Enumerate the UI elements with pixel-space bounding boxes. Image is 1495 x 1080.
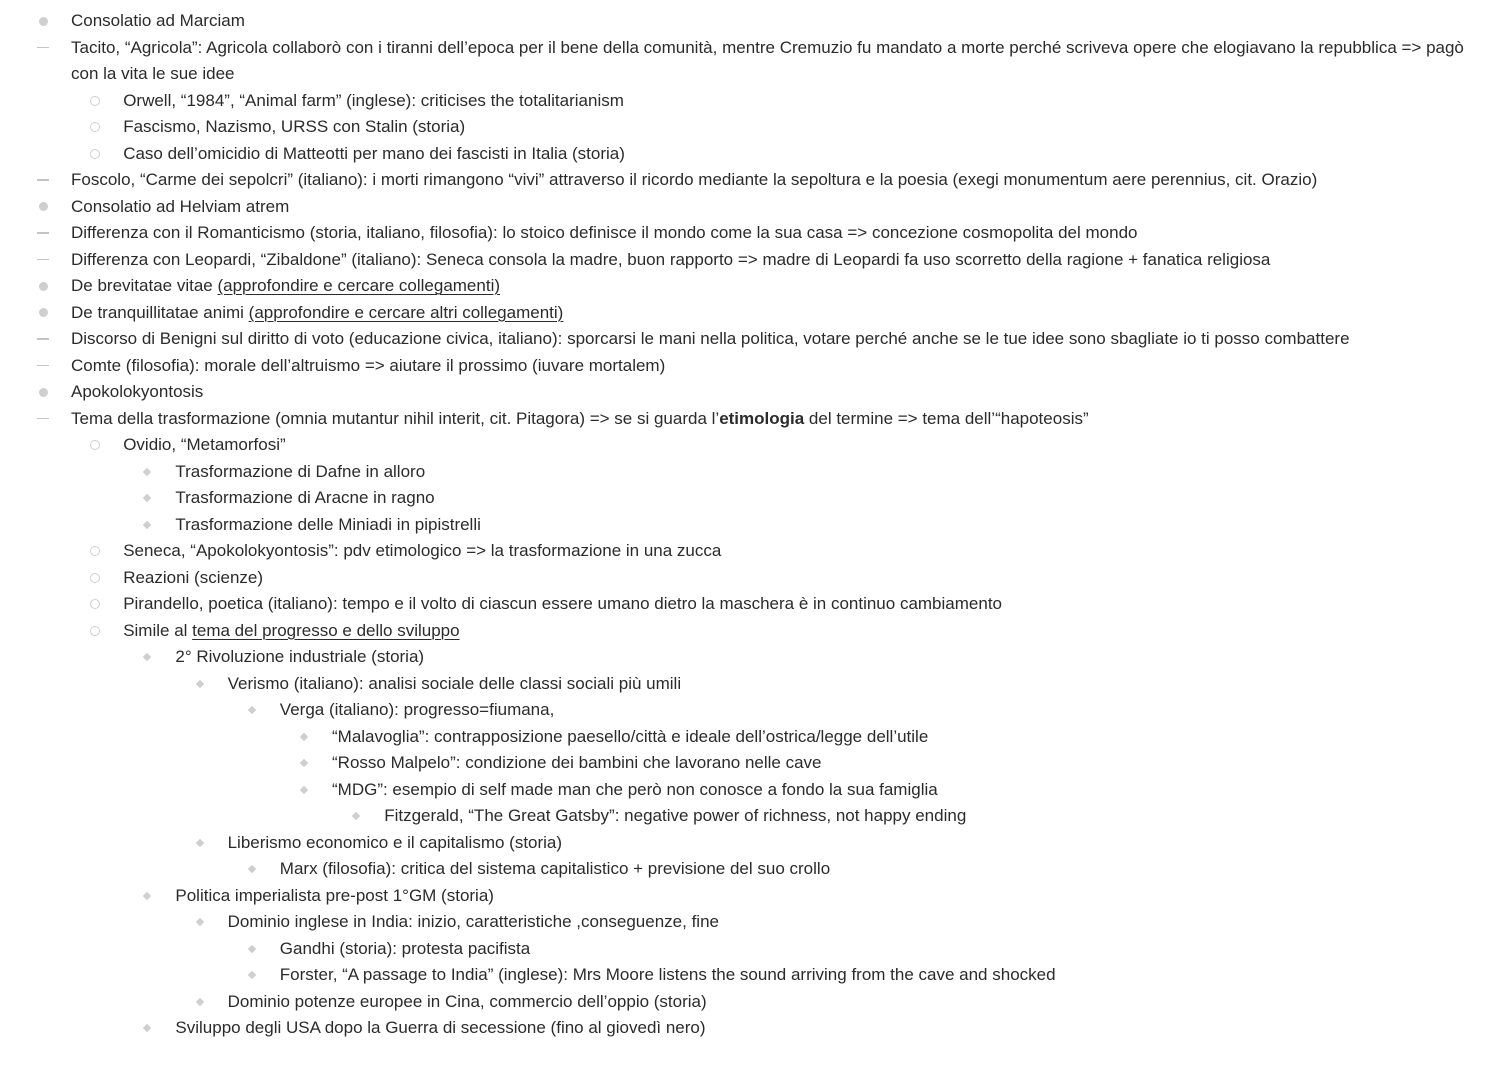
- item-text: Reazioni (scienze): [123, 567, 264, 587]
- item-text: Trasformazione di Aracne in ragno: [175, 488, 435, 507]
- diamond-bullet-icon[interactable]: [137, 512, 157, 538]
- outline-item[interactable]: [0, 591, 1495, 617]
- item-text: Ovidio, “Metamorfosi”: [123, 435, 286, 454]
- diamond-bullet-icon[interactable]: [294, 750, 314, 776]
- diamond-bullet-icon[interactable]: [242, 697, 262, 723]
- outline-item[interactable]: [0, 909, 1495, 935]
- outline-item[interactable]: [0, 856, 1495, 882]
- outline-item-text[interactable]: [384, 803, 1465, 830]
- outline-item[interactable]: [0, 459, 1495, 485]
- outline-item-text[interactable]: [123, 565, 1465, 592]
- outline-item[interactable]: [0, 194, 1495, 220]
- outline-item-text[interactable]: [175, 644, 1465, 671]
- outline-item[interactable]: [0, 353, 1495, 379]
- dash-bullet-icon[interactable]: [33, 326, 53, 352]
- outline-item-text[interactable]: [280, 962, 1465, 989]
- outline-item-text[interactable]: [280, 856, 1465, 883]
- outline-item-text[interactable]: [228, 830, 1465, 857]
- diamond-bullet-icon[interactable]: [137, 485, 157, 511]
- outline-item-text[interactable]: [123, 538, 1465, 565]
- outline-item-text[interactable]: [71, 8, 1465, 35]
- outline-item-text[interactable]: [71, 273, 1465, 300]
- outline-item[interactable]: [0, 88, 1495, 114]
- outline-item-text[interactable]: [123, 591, 1465, 618]
- item-text: Consolatio ad Helviam atrem: [71, 196, 290, 216]
- outline-item-text[interactable]: [228, 989, 1465, 1016]
- outline-item-text[interactable]: [332, 750, 1465, 777]
- outline-item[interactable]: [0, 273, 1495, 299]
- item-text: Foscolo, “Carme dei sepolcri” (italiano): i morti rimangono “vivi” attraverso il ricordo mediante la sepoltura e la poesia (exegi monumentum aere perennius, cit. Orazio): [71, 170, 1318, 189]
- item-text: Fitzgerald, “The Great Gatsby”: negative power of richness, not happy ending: [384, 806, 967, 825]
- outline-item-text[interactable]: [123, 141, 1465, 168]
- dash-bullet-icon[interactable]: [33, 35, 53, 61]
- item-text: Apokolokyontosis: [71, 382, 204, 401]
- outline-item[interactable]: [0, 379, 1495, 405]
- item-text: “Rosso Malpelo”: condizione dei bambini che lavorano nelle cave: [332, 753, 822, 772]
- item-text: Discorso di Benigni sul diritto di voto (educazione civica, italiano): sporcarsi le mani nella politica, votare perché anche se le tue idee sono sbagliate io ti posso combattere: [71, 329, 1350, 348]
- outline-item-text[interactable]: [71, 300, 1465, 327]
- outline-item-text[interactable]: [71, 326, 1465, 353]
- item-text: Pirandello, poetica (italiano): tempo e il volto di ciascun essere umano dietro la maschera è in continuo cambiamento: [123, 594, 1002, 613]
- item-text: De tranquillitatae animi: [71, 302, 249, 322]
- outline-item[interactable]: [0, 485, 1495, 511]
- outline-item[interactable]: [0, 1015, 1495, 1041]
- item-text: Orwell, “1984”, “Animal farm” (inglese): criticises the totalitarianism: [123, 90, 624, 110]
- item-text: Politica imperialista pre-post 1°GM (storia): [175, 885, 494, 905]
- item-text: Trasformazione delle Miniadi in pipistrelli: [175, 514, 481, 534]
- outline-item[interactable]: [0, 247, 1495, 273]
- item-text: Differenza con Leopardi, “Zibaldone” (italiano): Seneca consola la madre, buon rapporto => madre di Leopardi fa uso scorretto della ragione + fanatica religiosa: [71, 249, 1271, 269]
- outline-item-text[interactable]: [71, 353, 1465, 380]
- item-text: Consolatio ad Marciam: [71, 11, 245, 30]
- outline-item-text[interactable]: [228, 671, 1465, 698]
- outline-item[interactable]: [0, 35, 1495, 87]
- outline-item-text[interactable]: [175, 1015, 1465, 1042]
- outline-item-text[interactable]: [71, 406, 1465, 433]
- item-text: Simile al: [123, 620, 193, 640]
- item-text-continued: del termine => tema dell’“hapoteosis”: [804, 408, 1089, 428]
- dot-bullet-icon[interactable]: [33, 8, 53, 34]
- inline-link[interactable]: (approfondire e cercare collegamenti): [217, 276, 501, 295]
- outline-item[interactable]: [0, 697, 1495, 723]
- ring-bullet-icon[interactable]: [85, 618, 105, 644]
- dot-bullet-icon[interactable]: [33, 194, 53, 220]
- outline-item[interactable]: [0, 300, 1495, 326]
- outline-item[interactable]: [0, 512, 1495, 538]
- item-text: Differenza con il Romanticismo (storia, italiano, filosofia): lo stoico definisce il mondo come la sua casa => concezione cosmopolita del mondo: [71, 223, 1138, 242]
- diamond-bullet-icon[interactable]: [190, 671, 210, 697]
- outline-item-text[interactable]: [332, 777, 1465, 804]
- item-text: Verismo (italiano): analisi sociale delle classi sociali più umili: [227, 673, 682, 693]
- bold-term: etimologia: [719, 408, 805, 428]
- outline-item-text[interactable]: [175, 883, 1465, 910]
- outline-item[interactable]: [0, 141, 1495, 167]
- item-text: “MDG”: esempio di self made man che però non conosce a fondo la sua famiglia: [332, 779, 938, 799]
- dash-bullet-icon[interactable]: [33, 220, 53, 246]
- ring-bullet-icon[interactable]: [85, 114, 105, 140]
- outline-item-text[interactable]: [228, 909, 1465, 936]
- outline-item-text[interactable]: [332, 724, 1465, 751]
- ring-bullet-icon[interactable]: [85, 432, 105, 458]
- outline-item-text[interactable]: [175, 512, 1465, 539]
- item-text: Verga (italiano): progresso=fiumana,: [279, 700, 555, 719]
- outline-item[interactable]: [0, 989, 1495, 1015]
- outline-item[interactable]: [0, 326, 1495, 352]
- outline-item[interactable]: [0, 671, 1495, 697]
- dash-bullet-icon[interactable]: [33, 353, 53, 379]
- diamond-bullet-icon[interactable]: [137, 459, 157, 485]
- diamond-bullet-icon[interactable]: [294, 777, 314, 803]
- diamond-bullet-icon[interactable]: [137, 644, 157, 670]
- ring-bullet-icon[interactable]: [85, 591, 105, 617]
- item-text: Dominio inglese in India: inizio, caratteristiche ,conseguenze, fine: [227, 912, 719, 931]
- item-text: Seneca, “Apokolokyontosis”: pdv etimologico => la trasformazione in una zucca: [123, 541, 722, 560]
- outline-item-text[interactable]: [175, 459, 1465, 486]
- outline-item-text[interactable]: [123, 88, 1465, 115]
- outline-item-text[interactable]: [71, 247, 1465, 274]
- outline-item-text[interactable]: [71, 167, 1465, 194]
- outline-item[interactable]: [0, 644, 1495, 670]
- dot-bullet-icon[interactable]: [33, 379, 53, 405]
- outline-item[interactable]: [0, 936, 1495, 962]
- outline-item[interactable]: [0, 724, 1495, 750]
- outline-item-text[interactable]: [123, 114, 1465, 141]
- outline-item[interactable]: [0, 538, 1495, 564]
- ring-bullet-icon[interactable]: [85, 141, 105, 167]
- outline-item-text[interactable]: [71, 220, 1465, 247]
- diamond-bullet-icon[interactable]: [242, 856, 262, 882]
- item-text: 2° Rivoluzione industriale (storia): [175, 647, 425, 666]
- item-text: Liberismo economico e il capitalismo (storia): [227, 832, 563, 852]
- diamond-bullet-icon[interactable]: [137, 1015, 157, 1041]
- ring-bullet-icon[interactable]: [85, 88, 105, 114]
- outline-item[interactable]: [0, 114, 1495, 140]
- item-text: Comte (filosofia): morale dell’altruismo => aiutare il prossimo (iuvare mortalem): [71, 355, 666, 375]
- outline-item-text[interactable]: [123, 618, 1465, 645]
- diamond-bullet-icon[interactable]: [294, 724, 314, 750]
- outline-item[interactable]: [0, 962, 1495, 988]
- item-text: Marx (filosofia): critica del sistema capitalistico + previsione del suo crollo: [279, 859, 831, 878]
- diamond-bullet-icon[interactable]: [242, 936, 262, 962]
- item-text: “Malavoglia”: contrapposizione paesello/città e ideale dell’ostrica/legge dell’utile: [332, 726, 929, 746]
- dash-bullet-icon[interactable]: [33, 247, 53, 273]
- inline-link[interactable]: tema del progresso e dello sviluppo: [192, 620, 460, 640]
- outline-item-text[interactable]: [71, 194, 1465, 221]
- item-text: Forster, “A passage to India” (inglese): Mrs Moore listens the sound arriving from the cave and shocked: [279, 965, 1056, 984]
- item-text: Fascismo, Nazismo, URSS con Stalin (storia): [123, 117, 466, 136]
- outline-item[interactable]: [0, 432, 1495, 458]
- outline-item-text[interactable]: [71, 35, 1465, 88]
- outline-item-text[interactable]: [123, 432, 1465, 459]
- outline-item[interactable]: [0, 8, 1495, 34]
- outline-item[interactable]: [0, 750, 1495, 776]
- item-text: Tema della trasformazione (omnia mutantur nihil interit, cit. Pitagora) => se si guarda l’: [71, 408, 720, 428]
- item-text: De brevitatae vitae: [71, 276, 218, 295]
- outline-item[interactable]: [0, 618, 1495, 644]
- item-text: Sviluppo degli USA dopo la Guerra di secessione (fino al giovedì nero): [175, 1018, 706, 1037]
- outline-item[interactable]: [0, 406, 1495, 432]
- item-text: Dominio potenze europee in Cina, commercio dell’oppio (storia): [227, 991, 707, 1011]
- item-text: Tacito, “Agricola”: Agricola collaborò con i tiranni dell’epoca per il bene della comunità, mentre Cremuzio fu mandato a morte perché scriveva opere che elogiavano la repubblica => pagò con la vita le sue idee: [71, 37, 1464, 83]
- dash-bullet-icon[interactable]: [33, 167, 53, 193]
- diamond-bullet-icon[interactable]: [190, 830, 210, 856]
- outline-item[interactable]: [0, 167, 1495, 193]
- outline-item[interactable]: [0, 883, 1495, 909]
- outline-item-text[interactable]: [71, 379, 1465, 406]
- outline-item[interactable]: [0, 565, 1495, 591]
- diamond-bullet-icon[interactable]: [346, 803, 366, 829]
- inline-link[interactable]: (approfondire e cercare altri collegamenti): [248, 302, 564, 322]
- outline-item-text[interactable]: [175, 485, 1465, 512]
- outline-item[interactable]: [0, 777, 1495, 803]
- ring-bullet-icon[interactable]: [85, 565, 105, 591]
- dot-bullet-icon[interactable]: [33, 300, 53, 326]
- diamond-bullet-icon[interactable]: [137, 883, 157, 909]
- outline-item-text[interactable]: [280, 936, 1465, 963]
- diamond-bullet-icon[interactable]: [190, 989, 210, 1015]
- outline-item[interactable]: [0, 220, 1495, 246]
- dot-bullet-icon[interactable]: [33, 273, 53, 299]
- outline-item-text[interactable]: [280, 697, 1465, 724]
- diamond-bullet-icon[interactable]: [242, 962, 262, 988]
- outline-item[interactable]: [0, 830, 1495, 856]
- dash-bullet-icon[interactable]: [33, 406, 53, 432]
- item-text: Caso dell’omicidio di Matteotti per mano dei fascisti in Italia (storia): [123, 143, 625, 163]
- diamond-bullet-icon[interactable]: [190, 909, 210, 935]
- item-text: Trasformazione di Dafne in alloro: [175, 461, 426, 481]
- ring-bullet-icon[interactable]: [85, 538, 105, 564]
- item-text: Gandhi (storia): protesta pacifista: [279, 938, 531, 958]
- outline-item[interactable]: [0, 803, 1495, 829]
